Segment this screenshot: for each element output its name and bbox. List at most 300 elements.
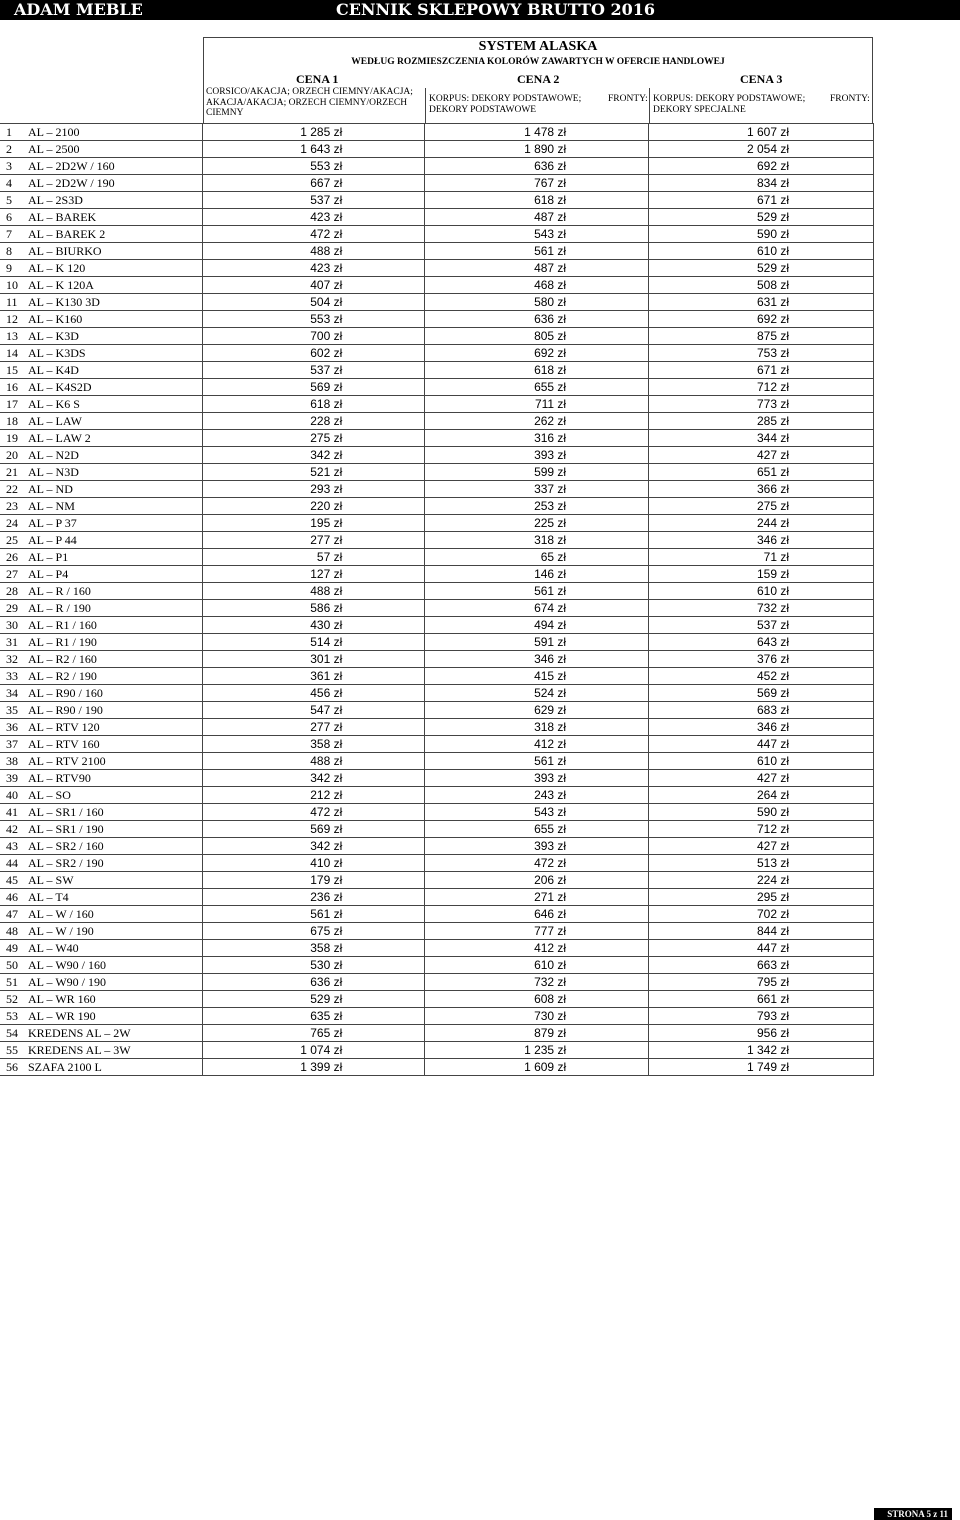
- product-name: AL – RTV90: [28, 771, 91, 785]
- price-c2: 206 zł: [425, 872, 649, 889]
- table-row: [0, 430, 874, 447]
- system-subtitle: WEDŁUG ROZMIESZCZENIA KOLORÓW ZAWARTYCH W OFERCIE HANDLOWEJ: [351, 57, 725, 67]
- product-cell: [0, 770, 203, 787]
- price-c3: 71 zł: [649, 549, 874, 566]
- price-c1: 569 zł: [203, 821, 425, 838]
- row-number: 29: [6, 601, 18, 615]
- table-row: [0, 583, 874, 600]
- price-c2: 318 zł: [425, 719, 649, 736]
- price-c1: 547 zł: [203, 702, 425, 719]
- product-cell: [0, 736, 203, 753]
- product-cell: [0, 362, 203, 379]
- price-c1: 1 285 zł: [203, 124, 425, 141]
- price-c3: 753 zł: [649, 345, 874, 362]
- product-name: AL – RTV 160: [28, 737, 100, 751]
- row-number: 47: [6, 907, 18, 921]
- table-row: [0, 872, 874, 889]
- price-c2: 777 zł: [425, 923, 649, 940]
- product-name: AL – W / 190: [28, 924, 94, 938]
- table-row: [0, 498, 874, 515]
- price-c3: 671 zł: [649, 362, 874, 379]
- product-name: AL – WR 160: [28, 992, 96, 1006]
- price-c2: 524 zł: [425, 685, 649, 702]
- row-number: 45: [6, 873, 18, 887]
- table-row: [0, 226, 874, 243]
- price-c3: 529 zł: [649, 260, 874, 277]
- table-row: [0, 940, 874, 957]
- product-name: AL – 2S3D: [28, 193, 83, 207]
- row-number: 51: [6, 975, 18, 989]
- price-c3: 712 zł: [649, 821, 874, 838]
- price-c2: 1 609 zł: [425, 1059, 649, 1076]
- product-name: AL – P1: [28, 550, 69, 564]
- product-name: AL – R90 / 190: [28, 703, 103, 717]
- row-number: 38: [6, 754, 18, 768]
- product-cell: [0, 464, 203, 481]
- price-c1: 553 zł: [203, 158, 425, 175]
- product-cell: [0, 243, 203, 260]
- table-row: [0, 1059, 874, 1076]
- product-cell: [0, 617, 203, 634]
- row-number: 12: [6, 312, 18, 326]
- price-c1: 220 zł: [203, 498, 425, 515]
- price-c3: 569 zł: [649, 685, 874, 702]
- cena3-korpus: KORPUS: DEKORY PODSTAWOWE;: [653, 94, 806, 104]
- product-cell: [0, 600, 203, 617]
- price-c3: 508 zł: [649, 277, 874, 294]
- company-name: ADAM MEBLE: [14, 0, 143, 19]
- price-c3: 264 zł: [649, 787, 874, 804]
- product-name: AL – K4S2D: [28, 380, 92, 394]
- price-c1: 277 zł: [203, 532, 425, 549]
- price-c3: 663 zł: [649, 957, 874, 974]
- table-row: [0, 447, 874, 464]
- table-row: [0, 702, 874, 719]
- cena3-fronty-label: FRONTY:: [830, 94, 870, 104]
- price-c1: 228 zł: [203, 413, 425, 430]
- price-c2: 655 zł: [425, 821, 649, 838]
- price-c3: 427 zł: [649, 838, 874, 855]
- row-number: 36: [6, 720, 18, 734]
- row-number: 39: [6, 771, 18, 785]
- price-c1: 488 zł: [203, 753, 425, 770]
- price-c3: 447 zł: [649, 736, 874, 753]
- price-c2: 767 zł: [425, 175, 649, 192]
- row-number: 16: [6, 380, 18, 394]
- row-number: 54: [6, 1026, 18, 1040]
- product-cell: [0, 158, 203, 175]
- product-cell: [0, 685, 203, 702]
- product-name: AL – RTV 2100: [28, 754, 106, 768]
- price-c2: 146 zł: [425, 566, 649, 583]
- product-cell: [0, 141, 203, 158]
- product-cell: [0, 804, 203, 821]
- price-c3: 692 zł: [649, 158, 874, 175]
- table-row: [0, 855, 874, 872]
- product-cell: [0, 277, 203, 294]
- product-name: AL – R1 / 160: [28, 618, 97, 632]
- table-row: [0, 991, 874, 1008]
- table-row: [0, 566, 874, 583]
- price-c2: 494 zł: [425, 617, 649, 634]
- table-row: [0, 464, 874, 481]
- price-c3: 427 zł: [649, 770, 874, 787]
- price-c2: 591 zł: [425, 634, 649, 651]
- price-c3: 834 zł: [649, 175, 874, 192]
- price-c2: 618 zł: [425, 192, 649, 209]
- row-number: 55: [6, 1043, 18, 1057]
- product-name: AL – W / 160: [28, 907, 94, 921]
- table-row: [0, 1042, 874, 1059]
- price-c1: 635 zł: [203, 1008, 425, 1025]
- price-c2: 253 zł: [425, 498, 649, 515]
- product-cell: [0, 787, 203, 804]
- price-c3: 159 zł: [649, 566, 874, 583]
- row-number: 31: [6, 635, 18, 649]
- product-name: AL – K3DS: [28, 346, 86, 360]
- product-name: AL – 2500: [28, 142, 80, 156]
- price-c1: 602 zł: [203, 345, 425, 362]
- table-row: [0, 141, 874, 158]
- row-number: 53: [6, 1009, 18, 1023]
- price-c1: 342 zł: [203, 447, 425, 464]
- price-c3: 376 zł: [649, 651, 874, 668]
- row-number: 15: [6, 363, 18, 377]
- product-name: AL – SO: [28, 788, 71, 802]
- row-number: 3: [6, 159, 12, 173]
- price-c2: 393 zł: [425, 770, 649, 787]
- price-c1: 236 zł: [203, 889, 425, 906]
- product-name: AL – W90 / 190: [28, 975, 106, 989]
- price-c1: 423 zł: [203, 209, 425, 226]
- price-c3: 537 zł: [649, 617, 874, 634]
- price-c1: 275 zł: [203, 430, 425, 447]
- product-cell: [0, 753, 203, 770]
- product-name: AL – RTV 120: [28, 720, 100, 734]
- price-c2: 1 890 zł: [425, 141, 649, 158]
- product-name: SZAFA 2100 L: [28, 1060, 102, 1074]
- product-cell: [0, 413, 203, 430]
- product-cell: [0, 1042, 203, 1059]
- price-c3: 661 zł: [649, 991, 874, 1008]
- price-c3: 2 054 zł: [649, 141, 874, 158]
- price-c1: 342 zł: [203, 838, 425, 855]
- product-name: AL – N2D: [28, 448, 79, 462]
- product-cell: [0, 175, 203, 192]
- product-cell: [0, 447, 203, 464]
- product-cell: [0, 651, 203, 668]
- price-c2: 629 zł: [425, 702, 649, 719]
- row-number: 5: [6, 193, 12, 207]
- product-cell: [0, 209, 203, 226]
- product-cell: [0, 515, 203, 532]
- table-row: [0, 328, 874, 345]
- table-row: [0, 192, 874, 209]
- product-cell: [0, 498, 203, 515]
- product-cell: [0, 1008, 203, 1025]
- product-cell: [0, 957, 203, 974]
- price-c2: 393 zł: [425, 447, 649, 464]
- price-c1: 537 zł: [203, 192, 425, 209]
- product-name: AL – K 120A: [28, 278, 94, 292]
- product-cell: [0, 260, 203, 277]
- price-c3: 651 zł: [649, 464, 874, 481]
- table-row: [0, 634, 874, 651]
- price-c2: 415 zł: [425, 668, 649, 685]
- row-number: 40: [6, 788, 18, 802]
- table-row: [0, 243, 874, 260]
- row-number: 37: [6, 737, 18, 751]
- table-row: [0, 1025, 874, 1042]
- price-c3: 793 zł: [649, 1008, 874, 1025]
- price-c2: 337 zł: [425, 481, 649, 498]
- cena3-heading: CENA 3: [740, 72, 783, 86]
- product-name: AL – NM: [28, 499, 75, 513]
- product-cell: [0, 124, 203, 141]
- product-name: AL – R2 / 190: [28, 669, 97, 683]
- row-number: 35: [6, 703, 18, 717]
- product-name: AL – K160: [28, 312, 83, 326]
- price-c2: 225 zł: [425, 515, 649, 532]
- row-number: 42: [6, 822, 18, 836]
- table-row: [0, 770, 874, 787]
- price-c3: 692 zł: [649, 311, 874, 328]
- row-number: 2: [6, 142, 12, 156]
- table-row: [0, 719, 874, 736]
- price-c3: 427 zł: [649, 447, 874, 464]
- price-c1: 530 zł: [203, 957, 425, 974]
- price-c1: 529 zł: [203, 991, 425, 1008]
- price-c2: 1 478 zł: [425, 124, 649, 141]
- price-c1: 514 zł: [203, 634, 425, 651]
- price-c2: 316 zł: [425, 430, 649, 447]
- price-c1: 212 zł: [203, 787, 425, 804]
- product-name: AL – R90 / 160: [28, 686, 103, 700]
- product-cell: [0, 889, 203, 906]
- price-c3: 702 zł: [649, 906, 874, 923]
- product-cell: [0, 821, 203, 838]
- price-c1: 488 zł: [203, 243, 425, 260]
- price-c3: 610 zł: [649, 243, 874, 260]
- price-c1: 504 zł: [203, 294, 425, 311]
- row-number: 23: [6, 499, 18, 513]
- document-title: CENNIK SKLEPOWY BRUTTO 2016: [336, 0, 656, 19]
- price-c1: 472 zł: [203, 804, 425, 821]
- product-name: AL – K130 3D: [28, 295, 100, 309]
- price-c2: 805 zł: [425, 328, 649, 345]
- price-c3: 275 zł: [649, 498, 874, 515]
- cena2-heading: CENA 2: [517, 72, 560, 86]
- product-cell: [0, 906, 203, 923]
- table-row: [0, 753, 874, 770]
- table-row: [0, 685, 874, 702]
- product-cell: [0, 396, 203, 413]
- table-row: [0, 532, 874, 549]
- table-row: [0, 396, 874, 413]
- row-number: 52: [6, 992, 18, 1006]
- price-c2: 243 zł: [425, 787, 649, 804]
- product-name: AL – R / 160: [28, 584, 91, 598]
- price-c1: 127 zł: [203, 566, 425, 583]
- product-name: AL – T4: [28, 890, 69, 904]
- price-c2: 412 zł: [425, 736, 649, 753]
- table-row: [0, 821, 874, 838]
- price-c1: 569 zł: [203, 379, 425, 396]
- row-number: 56: [6, 1060, 18, 1074]
- product-name: KREDENS AL – 2W: [28, 1026, 131, 1040]
- price-c1: 293 zł: [203, 481, 425, 498]
- product-name: AL – LAW: [28, 414, 82, 428]
- row-number: 32: [6, 652, 18, 666]
- price-c3: 590 zł: [649, 226, 874, 243]
- product-cell: [0, 294, 203, 311]
- price-c2: 487 zł: [425, 209, 649, 226]
- price-c2: 472 zł: [425, 855, 649, 872]
- price-c2: 561 zł: [425, 583, 649, 600]
- product-name: AL – SR2 / 160: [28, 839, 104, 853]
- price-c1: 700 zł: [203, 328, 425, 345]
- price-c2: 610 zł: [425, 957, 649, 974]
- table-row: [0, 481, 874, 498]
- price-c2: 318 zł: [425, 532, 649, 549]
- price-c2: 636 zł: [425, 311, 649, 328]
- price-c3: 244 zł: [649, 515, 874, 532]
- cena2-korpus: KORPUS: DEKORY PODSTAWOWE;: [429, 94, 582, 104]
- price-c1: 342 zł: [203, 770, 425, 787]
- row-number: 44: [6, 856, 18, 870]
- table-row: [0, 889, 874, 906]
- table-row: [0, 906, 874, 923]
- product-name: AL – R / 190: [28, 601, 91, 615]
- table-row: [0, 974, 874, 991]
- price-c3: 346 zł: [649, 719, 874, 736]
- price-c2: 346 zł: [425, 651, 649, 668]
- product-cell: [0, 719, 203, 736]
- row-number: 27: [6, 567, 18, 581]
- price-c1: 521 zł: [203, 464, 425, 481]
- row-number: 9: [6, 261, 12, 275]
- product-cell: [0, 872, 203, 889]
- table-row: [0, 158, 874, 175]
- row-number: 1: [6, 125, 12, 139]
- price-c2: 618 zł: [425, 362, 649, 379]
- product-name: AL – K3D: [28, 329, 79, 343]
- product-cell: [0, 923, 203, 940]
- page-number: STRONA 5 z 11: [887, 1509, 948, 1519]
- table-row: [0, 787, 874, 804]
- product-name: AL – BIURKO: [28, 244, 102, 258]
- product-cell: [0, 634, 203, 651]
- table-row: [0, 294, 874, 311]
- row-number: 28: [6, 584, 18, 598]
- row-number: 10: [6, 278, 18, 292]
- price-c2: 393 zł: [425, 838, 649, 855]
- row-number: 50: [6, 958, 18, 972]
- price-c1: 667 zł: [203, 175, 425, 192]
- product-cell: [0, 549, 203, 566]
- table-row: [0, 600, 874, 617]
- product-cell: [0, 328, 203, 345]
- row-number: 14: [6, 346, 18, 360]
- price-c1: 195 zł: [203, 515, 425, 532]
- product-name: AL – P 37: [28, 516, 77, 530]
- product-cell: [0, 1059, 203, 1076]
- product-cell: [0, 702, 203, 719]
- cena1-description: CORSICO/AKACJA; ORZECH CIEMNY/AKACJA; AKACJA/AKACJA; ORZECH CIEMNY/ORZECH CIEMNY: [206, 87, 413, 118]
- system-title: SYSTEM ALASKA: [478, 39, 598, 54]
- price-c1: 636 zł: [203, 974, 425, 991]
- row-number: 20: [6, 448, 18, 462]
- row-number: 18: [6, 414, 18, 428]
- price-c1: 488 zł: [203, 583, 425, 600]
- row-number: 25: [6, 533, 18, 547]
- price-c2: 674 zł: [425, 600, 649, 617]
- product-name: AL – K 120: [28, 261, 86, 275]
- product-cell: [0, 583, 203, 600]
- price-c3: 346 zł: [649, 532, 874, 549]
- table-row: [0, 209, 874, 226]
- price-c1: 537 zł: [203, 362, 425, 379]
- price-c2: 561 zł: [425, 753, 649, 770]
- price-c1: 618 zł: [203, 396, 425, 413]
- price-c3: 285 zł: [649, 413, 874, 430]
- product-cell: [0, 311, 203, 328]
- table-row: [0, 362, 874, 379]
- price-c3: 732 zł: [649, 600, 874, 617]
- product-name: AL – BAREK 2: [28, 227, 106, 241]
- price-c3: 875 zł: [649, 328, 874, 345]
- row-number: 6: [6, 210, 12, 224]
- product-cell: [0, 532, 203, 549]
- product-cell: [0, 855, 203, 872]
- table-row: [0, 736, 874, 753]
- price-c3: 295 zł: [649, 889, 874, 906]
- price-c1: 456 zł: [203, 685, 425, 702]
- system-header: [203, 37, 873, 123]
- price-c1: 1 399 zł: [203, 1059, 425, 1076]
- price-c1: 361 zł: [203, 668, 425, 685]
- price-c1: 1 643 zł: [203, 141, 425, 158]
- table-row: [0, 617, 874, 634]
- price-c2: 561 zł: [425, 243, 649, 260]
- product-name: KREDENS AL – 3W: [28, 1043, 131, 1057]
- product-name: AL – SR1 / 190: [28, 822, 104, 836]
- price-c3: 610 zł: [649, 583, 874, 600]
- table-row: [0, 277, 874, 294]
- row-number: 4: [6, 176, 12, 190]
- row-number: 49: [6, 941, 18, 955]
- product-cell: [0, 430, 203, 447]
- price-c2: 692 zł: [425, 345, 649, 362]
- table-row: [0, 515, 874, 532]
- price-c2: 412 zł: [425, 940, 649, 957]
- product-name: AL – R2 / 160: [28, 652, 97, 666]
- row-number: 22: [6, 482, 18, 496]
- cena2-fronty: DEKORY PODSTAWOWE: [429, 105, 537, 115]
- row-number: 43: [6, 839, 18, 853]
- price-c2: 543 zł: [425, 804, 649, 821]
- price-c3: 610 zł: [649, 753, 874, 770]
- price-c1: 675 zł: [203, 923, 425, 940]
- row-number: 19: [6, 431, 18, 445]
- price-c1: 358 zł: [203, 736, 425, 753]
- row-number: 17: [6, 397, 18, 411]
- product-name: AL – SW: [28, 873, 74, 887]
- product-name: AL – K6 S: [28, 397, 80, 411]
- price-c2: 655 zł: [425, 379, 649, 396]
- column-divider: [649, 88, 650, 124]
- price-c3: 795 zł: [649, 974, 874, 991]
